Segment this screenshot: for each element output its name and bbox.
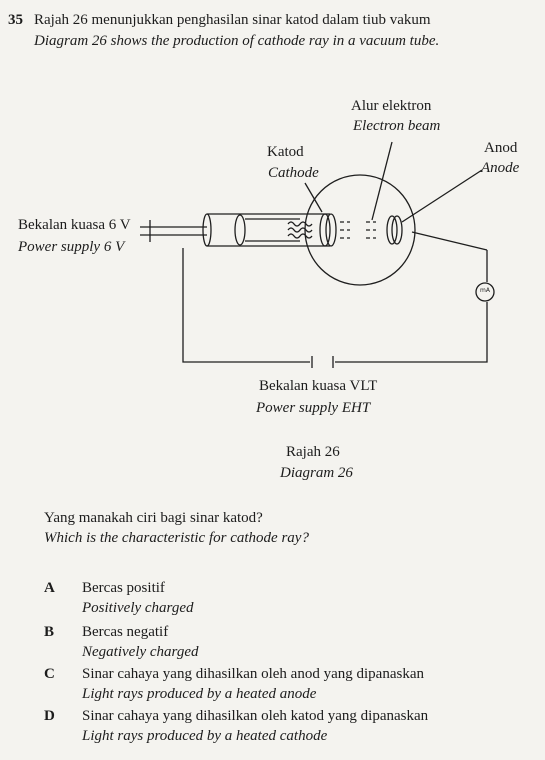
eht-wire-right — [335, 302, 487, 362]
label-eht-supply-malay: Bekalan kuasa VLT — [259, 378, 378, 394]
label-electron-beam-malay: Alur elektron — [351, 98, 432, 114]
option-d-english[interactable]: Light rays produced by a heated cathode — [82, 728, 328, 744]
prompt-english: Which is the characteristic for cathode ray? — [44, 530, 309, 546]
option-b-letter[interactable]: B — [44, 624, 55, 640]
diagram-caption-english: Diagram 26 — [280, 465, 353, 481]
tube-end-cap — [203, 214, 211, 246]
cathode-pointer — [305, 183, 322, 212]
anode-pointer — [402, 170, 482, 222]
label-anode-malay: Anod — [484, 140, 518, 156]
option-c-malay[interactable]: Sinar cahaya yang dihasilkan oleh anod yang dipanaskan — [82, 666, 424, 682]
diagram-caption-malay: Rajah 26 — [286, 444, 340, 460]
option-b-malay[interactable]: Bercas negatif — [82, 624, 169, 640]
question-stem-malay: Rajah 26 menunjukkan penghasilan sinar katod dalam tiub vakum — [34, 12, 431, 28]
label-eht-supply-english: Power supply EHT — [256, 400, 371, 416]
cathode-electrode — [320, 214, 330, 246]
label-anode-english: Anode — [481, 160, 520, 176]
option-c-letter[interactable]: C — [44, 666, 55, 682]
question-number: 35 — [8, 12, 23, 28]
tube-ring — [235, 215, 245, 245]
milliammeter-label: mA — [480, 287, 490, 294]
option-b-english[interactable]: Negatively charged — [82, 644, 199, 660]
label-electron-beam-english: Electron beam — [353, 118, 441, 134]
label-cathode-english: Cathode — [268, 165, 319, 181]
label-power-supply-malay: Bekalan kuasa 6 V — [18, 217, 131, 233]
eht-wire-to-anode — [412, 232, 487, 250]
question-stem-english: Diagram 26 shows the production of cathode ray in a vacuum tube. — [34, 33, 440, 49]
option-a-letter[interactable]: A — [44, 580, 55, 596]
label-power-supply-english: Power supply 6 V — [18, 239, 125, 255]
option-c-english[interactable]: Light rays produced by a heated anode — [82, 686, 317, 702]
option-a-english[interactable]: Positively charged — [82, 600, 194, 616]
vacuum-bulb — [305, 175, 415, 285]
eht-wire-left — [183, 248, 310, 362]
option-d-letter[interactable]: D — [44, 708, 55, 724]
option-d-malay[interactable]: Sinar cahaya yang dihasilkan oleh katod yang dipanaskan — [82, 708, 429, 724]
prompt-malay: Yang manakah ciri bagi sinar katod? — [44, 510, 263, 526]
heater-coil — [288, 222, 312, 226]
beam-pointer — [372, 142, 392, 220]
option-a-malay[interactable]: Bercas positif — [82, 580, 165, 596]
label-cathode-malay: Katod — [267, 144, 304, 160]
